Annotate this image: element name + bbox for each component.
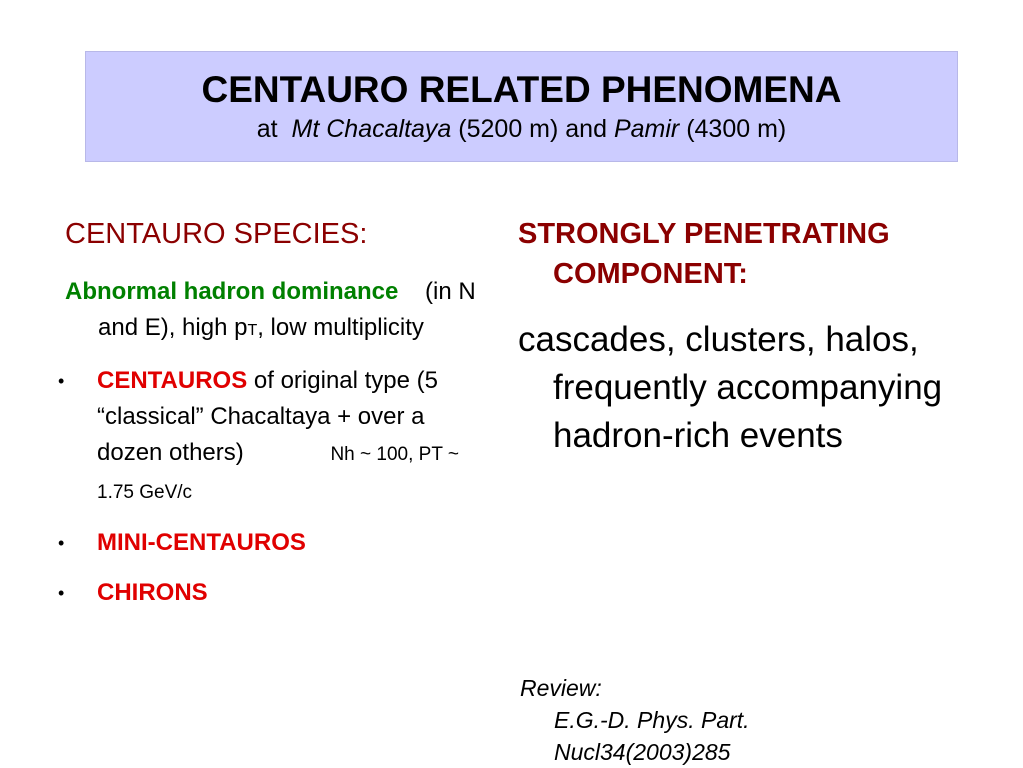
bullet-chirons xyxy=(58,575,480,611)
slide-subtitle xyxy=(86,114,957,144)
centauro-species-heading: CENTAURO SPECIES: xyxy=(65,218,368,250)
review-citation-line-1: E.G.-D. Phys. Part. xyxy=(554,707,750,733)
right-column xyxy=(518,214,1008,460)
subtitle-altitude-pamir: (4300 m) xyxy=(686,115,787,143)
mini-centauros-label: MINI-CENTAUROS xyxy=(97,529,306,556)
chirons-label: CHIRONS xyxy=(97,579,208,606)
bullet-dot-icon: • xyxy=(58,583,65,603)
review-reference xyxy=(520,672,750,768)
intro-text-2: , low multiplicity xyxy=(257,314,424,341)
bullet-centauros xyxy=(58,363,480,511)
left-column xyxy=(58,214,480,611)
bullet-dot-icon: • xyxy=(58,371,65,391)
bullet-dot-icon: • xyxy=(58,533,65,553)
title-box xyxy=(85,51,958,162)
review-citation-line-2: Nucl34(2003)285 xyxy=(554,739,731,765)
subtitle-at: at xyxy=(256,115,278,143)
intro-text-1: (in N and E), high p xyxy=(98,278,476,341)
slide-title: CENTAURO RELATED PHENOMENA xyxy=(201,69,842,110)
abnormal-hadron-dominance: Abnormal hadron dominance xyxy=(65,278,399,305)
subtitle-place-chacaltaya: Mt Chacaltaya xyxy=(291,115,452,143)
penetrating-description: cascades, clusters, halos, frequently accompanying hadron-rich events xyxy=(518,320,943,455)
subtitle-place-pamir: Pamir xyxy=(613,115,680,143)
bullet-mini-centauros xyxy=(58,525,480,561)
intro-paragraph xyxy=(65,274,480,349)
centauros-parameters: Nh ~ 100, PT ~ 1.75 GeV/c xyxy=(97,444,459,503)
review-label: Review: xyxy=(520,675,602,701)
centauros-label: CENTAUROS xyxy=(97,367,248,394)
subtitle-altitude-chacaltaya: (5200 m) and xyxy=(458,115,607,143)
centauros-description: of original type (5 “classical” Chacaltaya + over a dozen others) xyxy=(97,367,439,466)
strongly-penetrating-heading: STRONGLY PENETRATING COMPONENT: xyxy=(518,218,890,290)
intro-subscript: T xyxy=(247,322,258,339)
